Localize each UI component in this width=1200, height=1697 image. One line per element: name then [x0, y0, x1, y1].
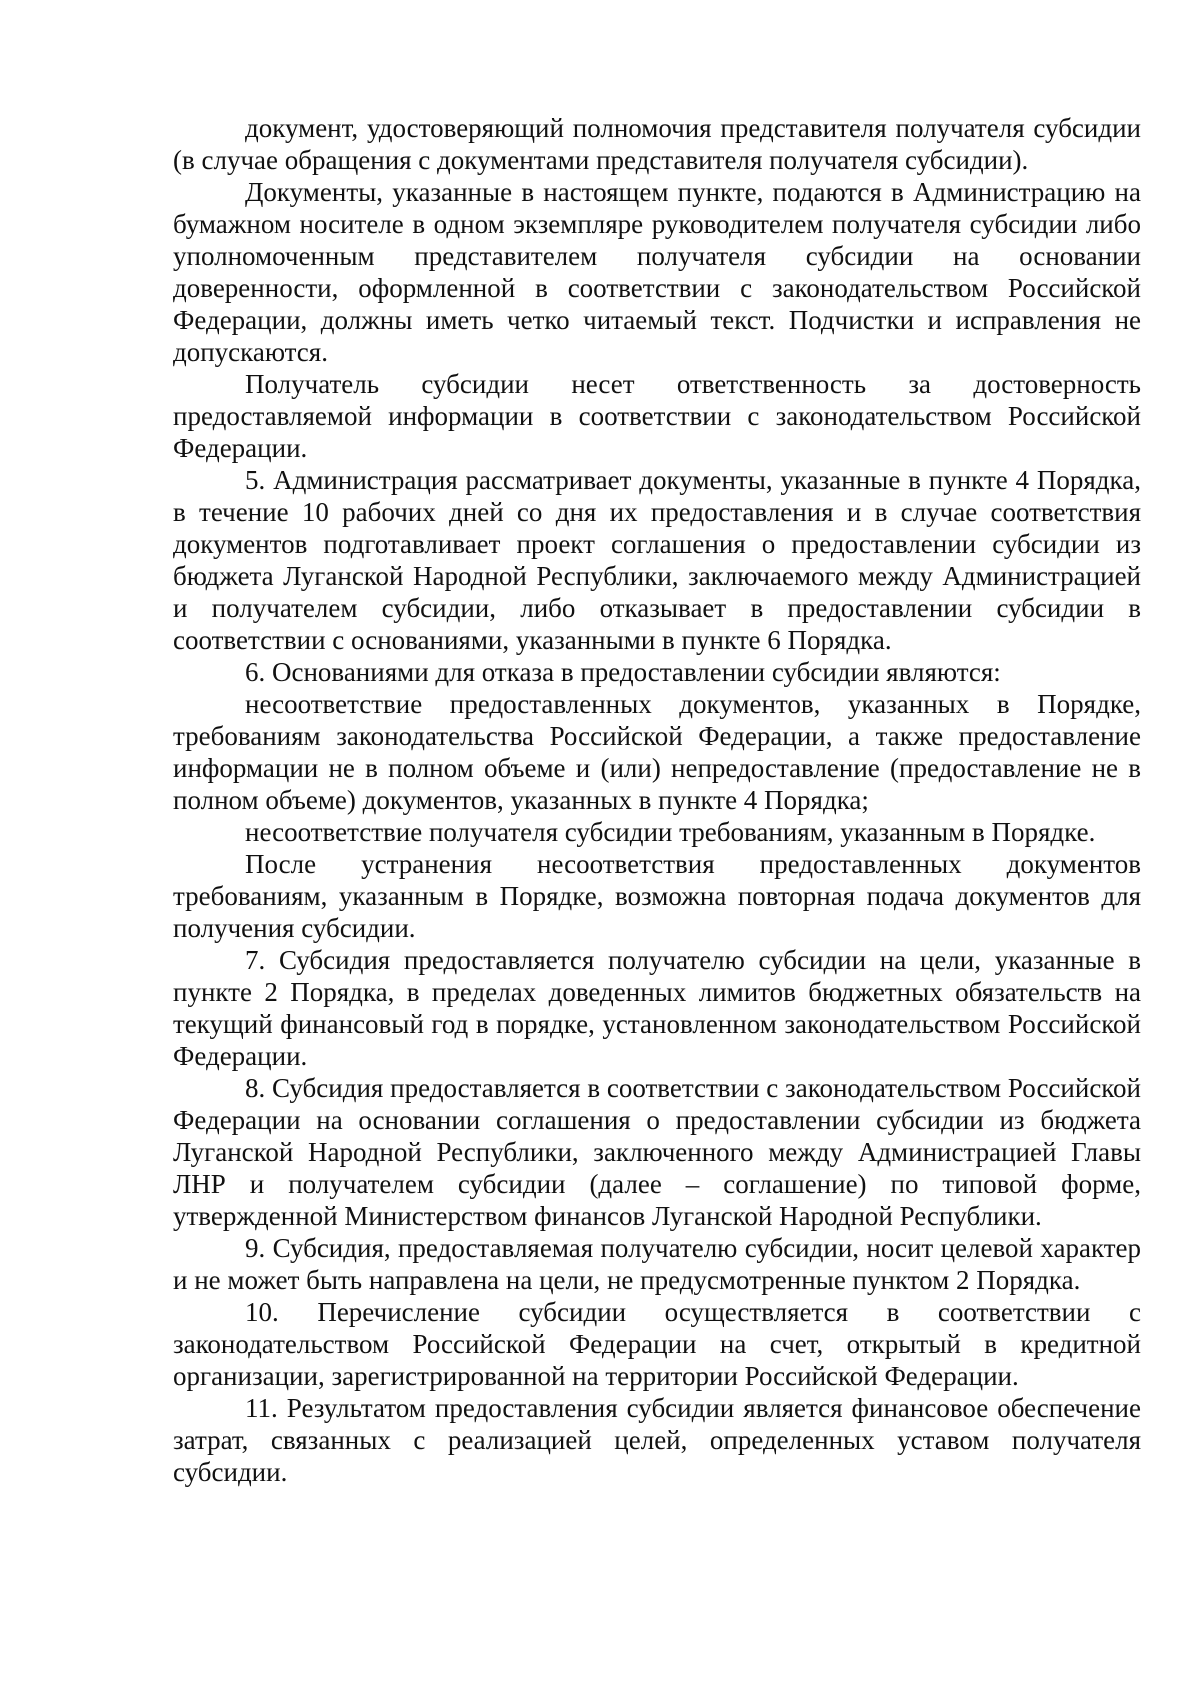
paragraph-item-11: 11. Результатом предоставления субсидии является финансовое обеспечение затрат, связанных с реализацией целей, определенных уставом получателя субсидии.: [173, 1393, 1141, 1487]
paragraph-item-5: 5. Администрация рассматривает документы, указанные в пункте 4 Порядка, в течение 10 рабочих дней со дня их предоставления и в случае соответствия документов подготавливает проект соглашения о предоставлении субсидии из бюджета Луганской Народной Республики, заключаемого между Администрацией и получателем субсидии, либо отказывает в предоставлении субсидии в соответствии с основаниями, указанными в пункте 6 Порядка.: [173, 465, 1141, 655]
document-page: [173, 112, 1141, 1488]
paragraph-item-6: 6. Основаниями для отказа в предоставлении субсидии являются:: [245, 657, 1001, 687]
paragraph-item-8: 8. Субсидия предоставляется в соответствии с законодательством Российской Федерации на основании соглашения о предоставлении субсидии из бюджета Луганской Народной Республики, заключенного между Администрацией Главы ЛНР и получателем субсидии (далее – соглашение) по типовой форме, утвержденной Министерством финансов Луганской Народной Республики.: [173, 1073, 1141, 1231]
paragraph-refusal-reason-1: несоответствие предоставленных документов, указанных в Порядке, требованиям законодательства Российской Федерации, а также предоставление информации не в полном объеме и (или) непредоставление (предоставление не в полном объеме) документов, указанных в пункте 4 Порядка;: [173, 689, 1141, 815]
paragraph-refusal-reason-2: несоответствие получателя субсидии требованиям, указанным в Порядке.: [245, 817, 1096, 847]
paragraph-resubmission: После устранения несоответствия предоставленных документов требованиям, указанным в Порядке, возможна повторная подача документов для получения субсидии.: [173, 849, 1141, 943]
paragraph-item-7: 7. Субсидия предоставляется получателю субсидии на цели, указанные в пункте 2 Порядка, в пределах доведенных лимитов бюджетных обязательств на текущий финансовый год в порядке, установленном законодательством Российской Федерации.: [173, 945, 1141, 1071]
paragraph-documents-submission: Документы, указанные в настоящем пункте, подаются в Администрацию на бумажном носителе в одном экземпляре руководителем получателя субсидии либо уполномоченным представителем получателя субсидии на основании доверенности, оформленной в соответствии с законодательством Российской Федерации, должны иметь четко читаемый текст. Подчистки и исправления не допускаются.: [173, 177, 1141, 367]
paragraph-recipient-responsibility: Получатель субсидии несет ответственность за достоверность предоставляемой информации в соответствии с законодательством Российской Федерации.: [173, 369, 1141, 463]
paragraph-authority-document: документ, удостоверяющий полномочия представителя получателя субсидии (в случае обращения с документами представителя получателя субсидии).: [173, 113, 1141, 175]
paragraph-item-9: 9. Субсидия, предоставляемая получателю субсидии, носит целевой характер и не может быть направлена на цели, не предусмотренные пунктом 2 Порядка.: [173, 1233, 1141, 1295]
paragraph-item-10: 10. Перечисление субсидии осуществляется в соответствии с законодательством Российской Федерации на счет, открытый в кредитной организации, зарегистрированной на территории Российской Федерации.: [173, 1297, 1141, 1391]
